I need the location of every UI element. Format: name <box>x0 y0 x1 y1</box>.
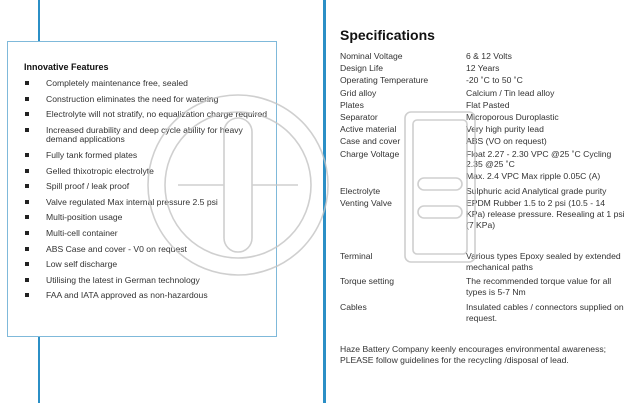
feature-item <box>24 126 274 145</box>
feature-item <box>24 95 274 105</box>
spec-label: Grid alloy <box>340 87 377 98</box>
feature-text: Multi-position usage <box>46 212 123 223</box>
spec-label: Cables <box>340 302 367 313</box>
spec-label: Design Life <box>340 63 383 74</box>
spec-row <box>340 171 625 186</box>
feature-text: Increased durability and deep cycle ability for heavy demand applications <box>46 124 243 145</box>
spec-label: Case and cover <box>340 136 401 147</box>
spec-label: Electrolyte <box>340 186 381 197</box>
feature-item <box>24 79 274 89</box>
spec-label <box>340 171 466 186</box>
spec-value: 6 & 12 Volts <box>466 51 512 61</box>
features-list <box>24 79 274 307</box>
spec-row <box>340 88 625 100</box>
spec-label: Separator <box>340 111 378 122</box>
spec-label: Venting Valve <box>340 198 392 209</box>
spec-value: The recommended torque value for all types is 5-7 Nm <box>466 276 612 298</box>
spec-value: Flat Pasted <box>466 99 510 110</box>
spec-row <box>340 51 625 63</box>
spec-value: ABS (VO on request) <box>466 136 547 147</box>
spec-label: Operating Temperature <box>340 75 429 86</box>
feature-text: Fully tank formed plates <box>46 149 138 160</box>
feature-text: Construction eliminates the need for watering <box>46 93 219 104</box>
feature-text: Gelled thixotropic electrolyte <box>46 165 154 176</box>
feature-item <box>24 276 274 286</box>
feature-text: Completely maintenance free, sealed <box>46 78 188 88</box>
feature-item <box>24 167 274 177</box>
square-bullet-icon <box>25 231 29 235</box>
spec-value: Various types Epoxy sealed by extended mechanical paths <box>466 250 621 272</box>
spec-row <box>340 112 625 124</box>
spec-value: Microporous Duroplastic <box>466 111 559 122</box>
square-bullet-icon <box>25 293 29 297</box>
square-bullet-icon <box>25 278 29 282</box>
square-bullet-icon <box>25 247 29 251</box>
left-top-divider-line <box>38 0 40 42</box>
spec-row <box>340 124 625 136</box>
square-bullet-icon <box>25 262 29 266</box>
feature-item <box>24 151 274 161</box>
left-bottom-divider-line <box>38 337 40 403</box>
spec-value: Max. 2.4 VPC Max ripple 0.05C (A) <box>466 171 601 182</box>
spec-value: Very high purity lead <box>466 124 544 135</box>
feature-item <box>24 245 274 255</box>
feature-text: Low self discharge <box>46 259 118 270</box>
spec-label: Charge Voltage <box>340 148 400 159</box>
spec-value: EPDM Rubber 1.5 to 2 psi (10.5 - 14 KPa) release pressure. Resealing at 1 psi (7 KPa) <box>466 198 625 231</box>
square-bullet-icon <box>25 81 29 85</box>
square-bullet-icon <box>25 153 29 157</box>
features-title: Innovative Features <box>24 62 109 72</box>
feature-text: Electrolyte will not stratify, no equalization charge required <box>46 109 268 120</box>
feature-text: Spill proof / leak proof <box>46 181 130 192</box>
feature-item <box>24 213 274 223</box>
specifications-table <box>340 51 625 325</box>
spec-row <box>340 63 625 75</box>
spec-row <box>340 198 625 250</box>
feature-text: Utilising the latest in German technology <box>46 274 200 285</box>
spec-value: Insulated cables / connectors supplied on request. <box>466 302 624 323</box>
feature-item <box>24 198 274 208</box>
specifications-title: Specifications <box>340 27 435 43</box>
feature-text: Valve regulated Max internal pressure 2.5 psi <box>46 196 218 207</box>
square-bullet-icon <box>25 215 29 219</box>
spec-label: Active material <box>340 124 397 135</box>
feature-text: FAA and IATA approved as non-hazardous <box>46 290 208 301</box>
spec-row <box>340 251 625 277</box>
spec-value: Float 2.27 - 2.30 VPC @25 ˚C Cycling 2.35 @25 ˚C <box>466 148 612 170</box>
feature-item <box>24 260 274 270</box>
spec-value: -20 ˚C to 50 ˚C <box>466 75 523 86</box>
center-divider-line <box>323 0 326 403</box>
recycling-note: Haze Battery Company keenly encourages environmental awareness; PLEASE follow guidelines for the recycling /disposal of lead. <box>340 344 607 365</box>
spec-label: Plates <box>340 99 364 110</box>
feature-item <box>24 291 274 301</box>
spec-label: Terminal <box>340 250 373 261</box>
spec-value: 12 Years <box>466 63 500 74</box>
spec-row <box>340 100 625 112</box>
feature-item <box>24 229 274 239</box>
feature-text: ABS Case and cover - V0 on request <box>46 243 187 254</box>
spec-row <box>340 302 625 325</box>
square-bullet-icon <box>25 169 29 173</box>
spec-value: Sulphuric acid Analytical grade purity <box>466 186 607 197</box>
square-bullet-icon <box>25 97 29 101</box>
spec-row <box>340 136 625 148</box>
spec-row <box>340 75 625 87</box>
spec-label: Torque setting <box>340 276 394 287</box>
spec-row <box>340 186 625 198</box>
square-bullet-icon <box>25 200 29 204</box>
square-bullet-icon <box>25 128 29 132</box>
square-bullet-icon <box>25 112 29 116</box>
spec-value: Calcium / Tin lead alloy <box>466 87 555 98</box>
feature-text: Multi-cell container <box>46 227 118 238</box>
spec-row <box>340 149 625 172</box>
feature-item <box>24 110 274 120</box>
feature-item <box>24 182 274 192</box>
spec-row <box>340 276 625 302</box>
square-bullet-icon <box>25 184 29 188</box>
spec-label: Nominal Voltage <box>340 51 403 61</box>
